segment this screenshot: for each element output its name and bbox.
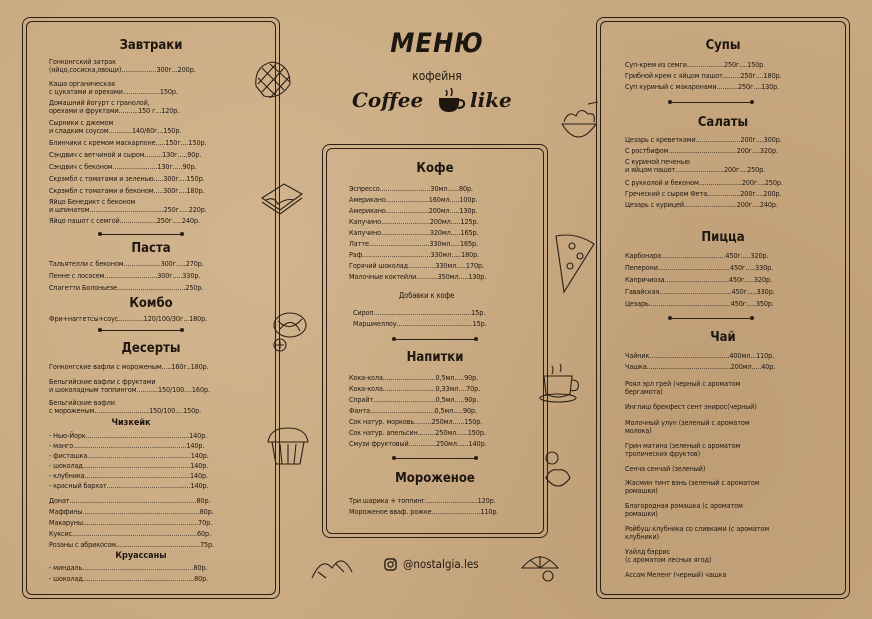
menu-item: Карбонара.................................450г.....320р. xyxy=(625,251,769,260)
menu-item: - Нью-Йорк.....................................................140р. xyxy=(49,431,208,440)
menu-item: Американо......................200мл.....130р. xyxy=(349,206,478,215)
right-menu-panel xyxy=(596,17,850,599)
menu-item: Мороженое вваф. рожке.........................110р. xyxy=(349,507,499,516)
menu-item: Спагетти Болоньезе...................................250р. xyxy=(49,283,204,292)
citrus-sketch-icon xyxy=(518,548,562,582)
section-cheesecake-title: Чизкейк xyxy=(111,418,151,428)
menu-item: Гонконгский затрак (яйцо,сосиска,овощи)..................300г...200р. xyxy=(49,57,196,74)
cupcake-sketch-icon xyxy=(262,424,314,468)
menu-item: Фри+наггетсы+соус.............120/100/30г...180р. xyxy=(49,314,208,323)
menu-item: - манго..........................................................140р. xyxy=(49,441,205,450)
menu-item: Тальятелли с беконом...................300г.....270р. xyxy=(49,259,204,268)
menu-item: Молочные коктейли...........350мл.....130р. xyxy=(349,272,487,281)
menu-item: - красный бархат...........................................140р. xyxy=(49,481,209,490)
divider xyxy=(671,102,751,103)
menu-item: Скрэмбл с томатами и беконом.....300г....180р. xyxy=(49,186,205,195)
menu-item: Три шарика + топпинг...........................120р. xyxy=(349,496,496,505)
menu-item: - шоколад.......................................................140р. xyxy=(49,461,209,470)
menu-item: Цезарь с креветками.......................200г....300р. xyxy=(625,135,782,144)
menu-item: Макаруны...........................................................70р. xyxy=(49,518,213,527)
menu-item: Гавайская.....................................450г.....330р. xyxy=(625,287,775,296)
divider xyxy=(395,458,475,459)
section-desserts-title: Десерты xyxy=(121,341,181,356)
section-pizza-title: Пицца xyxy=(701,230,745,245)
menu-item: - фисташка.....................................................140р. xyxy=(49,451,209,460)
pasta-sketch-icon xyxy=(266,305,310,355)
instagram-icon xyxy=(384,558,397,571)
menu-item: Грин матина (зеленый с ароматом тропических фруктов) xyxy=(625,441,741,458)
menu-item: Суп-крем из семги...................250г....150р. xyxy=(625,60,766,69)
menu-item: Фанта.................................0,5мл.....90р. xyxy=(349,406,477,415)
menu-item: С рукколой и беконом......................200г....250р. xyxy=(625,178,783,187)
middle-menu-panel xyxy=(322,144,548,538)
menu-item: Яйцо пашот с семгой...................250г.....240р. xyxy=(49,216,200,225)
menu-item: Куксис................................................................60р. xyxy=(49,529,212,538)
menu-item: Цезарь с курицей...........................200г....240р. xyxy=(625,200,778,209)
salad-bowl-sketch-icon xyxy=(558,100,600,158)
menu-item: Сэндвич с ветчиной и сыром.........130г.....90р. xyxy=(49,150,202,159)
menu-item: Грибной крем с яйцом пашот.........250г....180р. xyxy=(625,71,782,80)
menu-title: МЕНЮ xyxy=(390,28,484,59)
menu-item: Молочный улун (зеленый с ароматом молока) xyxy=(625,418,750,435)
menu-item: Чашка...........................................200мл.....40р. xyxy=(625,362,776,371)
menu-item: Суп куриный с макаронами...........250г....130р. xyxy=(625,82,780,91)
menu-item: Инглиш брекфест сент энирос(черный) xyxy=(625,402,757,411)
menu-item: Каша органическая с цукатами и орехами...................150р. xyxy=(49,79,178,96)
menu-item: Капричиоза.................................450г.....320р. xyxy=(625,275,773,284)
menu-item: Маршмеллоу.......................................15р. xyxy=(353,319,487,328)
section-coffee-title: Кофе xyxy=(416,161,454,176)
section-pasta-title: Паста xyxy=(131,241,171,256)
brand-logo-right: like xyxy=(470,88,512,112)
menu-item: - миндаль.........................................................80р. xyxy=(49,563,208,572)
menu-item: Сенча сенчай (зеленый) xyxy=(625,464,706,473)
menu-item: Роял эрл грей (черный с ароматом бергамота) xyxy=(625,379,741,396)
divider xyxy=(101,234,181,235)
section-salads-title: Салаты xyxy=(697,115,749,130)
instagram-handle[interactable]: @nostalgia.les xyxy=(403,557,479,571)
menu-item: Бельгийские вафли с мороженым............................150/100....150р. xyxy=(49,398,202,415)
menu-item: Латте...............................330мл.....165р. xyxy=(349,239,478,248)
menu-item: Ройбуш клубника со сливками (с ароматом клубники) xyxy=(625,524,770,541)
menu-item: Сырники с джемом и сладким соусом............140/60г...150р. xyxy=(49,118,182,135)
menu-item: Блинчики с кремом маскарпоне.....150г....150р. xyxy=(49,138,207,147)
section-soups-title: Супы xyxy=(705,38,741,53)
menu-item: Яйцо Бенедикт с беконом и шпинатом......................................250г.....220р. xyxy=(49,197,207,214)
menu-item: Цезарь..........................................450г.....350р. xyxy=(625,299,774,308)
menu-item: Капучино.........................200мл.....125р. xyxy=(349,217,479,226)
section-croissants-title: Круассаны xyxy=(115,551,167,561)
menu-item: Уайлд бэррис (с ароматом лесных ягод) xyxy=(625,547,712,564)
menu-item: Американо......................160мл.....100р. xyxy=(349,195,478,204)
brand-logo xyxy=(352,86,532,120)
section-tea-title: Чай xyxy=(710,330,736,345)
divider xyxy=(101,330,181,331)
menu-item: Сок натур. апельсин.........250мл......150р. xyxy=(349,428,486,437)
section-combo-title: Комбо xyxy=(129,296,173,311)
menu-item: Пенне с лососем...........................300г.....330р. xyxy=(49,271,201,280)
menu-item: Кока-кола...........................0,33мл....70р. xyxy=(349,384,481,393)
divider xyxy=(671,318,751,319)
brand-logo-left: Coffee xyxy=(352,88,424,112)
menu-item: Смузи фруктовый..............250мл......140р. xyxy=(349,439,487,448)
pizza-slice-sketch-icon xyxy=(552,230,598,296)
menu-item: Ассам Меленг (черный) чашка xyxy=(625,570,727,579)
menu-item: Бельгийские вафли с фруктами и шоколадным топпингом...........150/100....160р. xyxy=(49,377,210,394)
menu-item: - клубника......................................................140р. xyxy=(49,471,209,480)
menu-item: С ростбифом...................................200г....320р. xyxy=(625,146,778,155)
coffee-cup-sketch-icon xyxy=(536,362,584,404)
menu-item: Сэндвич с беконом.......................130г.....90р. xyxy=(49,162,197,171)
menu-item: Скрэмбл с томатами и зеленью.....300г....150р. xyxy=(49,174,205,183)
strawberry-sketch-icon xyxy=(538,448,578,500)
menu-item: Жасмин тинт вэнь (зеленый с ароматом ромашки) xyxy=(625,478,760,495)
coffee-cup-icon xyxy=(434,86,468,116)
section-drinks-title: Напитки xyxy=(406,350,464,365)
menu-item: Домашний йогурт с гранолой, орехами и фруктами..........150 г...120р. xyxy=(49,98,180,115)
menu-item: Капучино.........................320мл.....165р. xyxy=(349,228,479,237)
left-menu-panel xyxy=(22,17,280,599)
menu-item: - шоколад.........................................................80р. xyxy=(49,574,209,583)
cafe-label: кофейня xyxy=(412,69,462,83)
section-addons-title: Добавки к кофе xyxy=(399,291,455,300)
menu-item: Маффины............................................................80р. xyxy=(49,507,214,516)
menu-item: Благородная ромашка (с ароматом ромашки) xyxy=(625,501,743,518)
menu-item: Пеперони.....................................450г.....330р. xyxy=(625,263,774,272)
menu-item: Донат.................................................................80р. xyxy=(49,496,211,505)
menu-item: Горячий шоколад..............330мл.....170р. xyxy=(349,261,484,270)
menu-item: Греческий с сыром Фета.................200г....200р. xyxy=(625,189,782,198)
section-icecream-title: Мороженое xyxy=(395,471,475,486)
menu-item: С куриной печенью и яйцом пашот.........................200г....250р. xyxy=(625,157,766,174)
section-breakfast-title: Завтраки xyxy=(119,38,183,53)
menu-item: Эспрессо..........................30мл......80р. xyxy=(349,184,473,193)
sandwich-sketch-icon xyxy=(258,178,306,218)
waffle-sketch-icon xyxy=(250,56,296,106)
menu-item: Спрайт................................0,5мл.....90р. xyxy=(349,395,479,404)
divider xyxy=(395,339,475,340)
menu-item: Розаны с абрикосом...........................................75р. xyxy=(49,540,214,549)
menu-item: Сироп..................................................15р. xyxy=(353,308,486,317)
menu-item: Гонконгские вафли с мороженым.....160г..180р. xyxy=(49,362,209,371)
menu-item: Сок натур. морковь.........250мл......150р. xyxy=(349,417,483,426)
menu-item: Чайник.........................................400мл...110р. xyxy=(625,351,775,360)
leaf-sketch-icon xyxy=(308,548,356,588)
menu-item: Кока-кола...........................0,5мл.....90р. xyxy=(349,373,479,382)
menu-item: Раф...................................330мл.....180р. xyxy=(349,250,480,259)
